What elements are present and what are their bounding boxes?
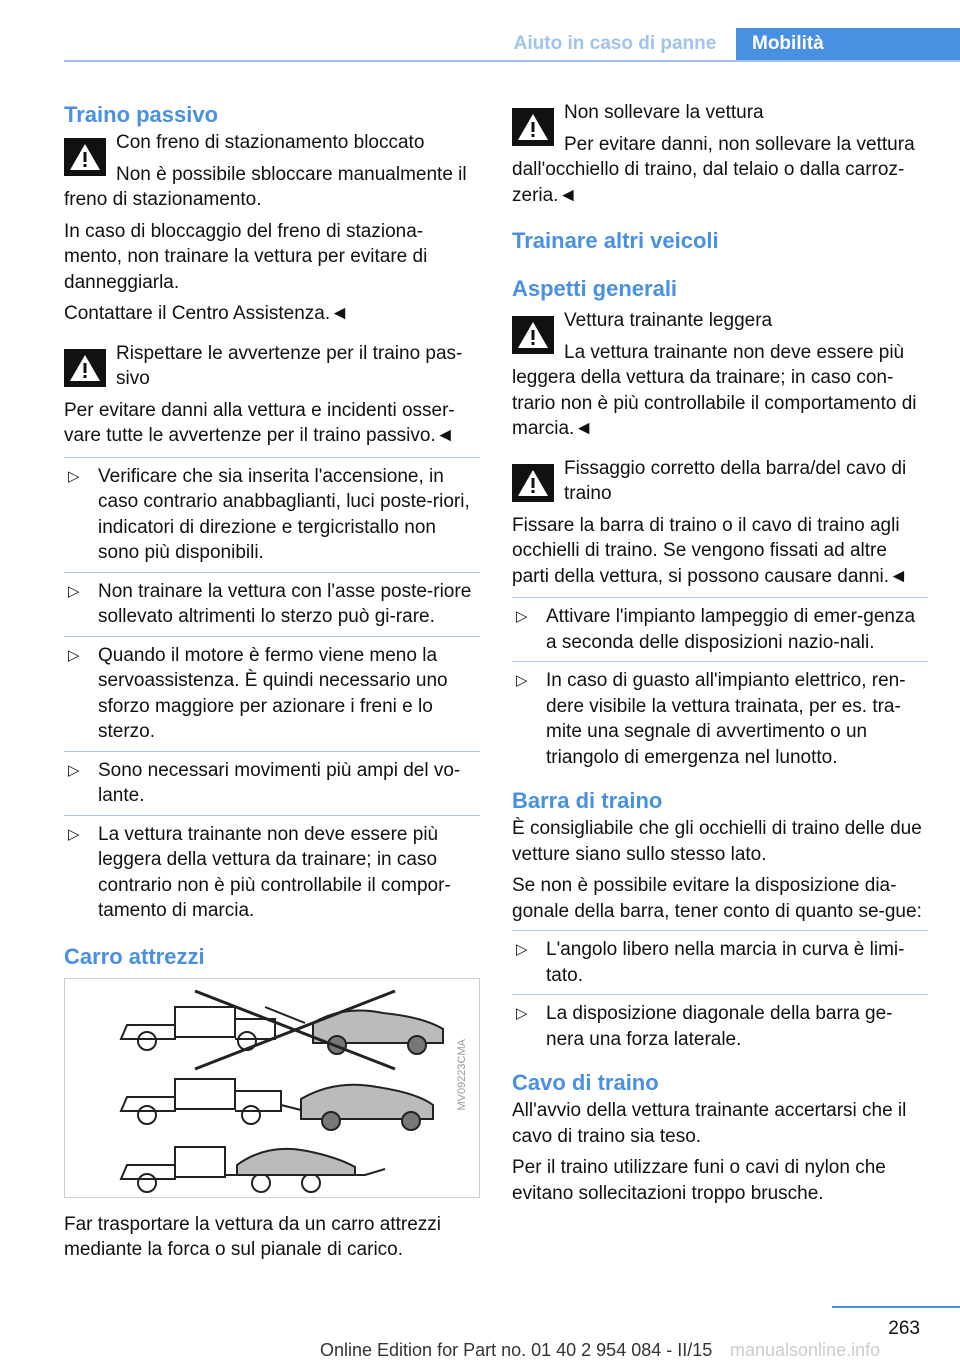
warning-triangle-icon <box>64 138 106 176</box>
triangle-bullet-icon: ▷ <box>68 646 80 664</box>
warning-block-avvertenze <box>64 341 480 449</box>
triangle-bullet-icon: ▷ <box>68 761 80 779</box>
warning-title: Vettura trainante leggera <box>564 310 773 331</box>
triangle-bullet-icon: ▷ <box>516 941 528 958</box>
watermark: manualsonline.info <box>730 1340 881 1360</box>
footer-rule <box>832 1306 960 1308</box>
triangle-bullet-icon: ▷ <box>68 825 80 843</box>
triangle-bullet-icon: ▷ <box>68 582 80 600</box>
triangle-bullet-icon: ▷ <box>516 608 528 625</box>
list-item: ▷ La disposizione diagonale della barra ge-nera una forza laterale. <box>512 994 928 1058</box>
heading-carro-attrezzi: Carro attrezzi <box>64 943 205 969</box>
heading-cavo-di-traino: Cavo di traino <box>512 1070 659 1095</box>
page-number: 263 <box>888 1318 920 1339</box>
list-item: ▷ In caso di guasto all'impianto elettrico, ren-dere visibile la vettura trainata, per es. tra-mite una segnale di avvertimento o un triangolo di emergenza nel lunotto. <box>512 661 928 776</box>
heading-barra-di-traino: Barra di traino <box>512 788 663 813</box>
heading-trainare-altri-veicoli: Trainare altri veicoli <box>512 228 719 253</box>
bullet-list <box>64 457 480 930</box>
warning-block-sollevare <box>512 100 928 208</box>
warning-triangle-icon <box>64 349 106 387</box>
warning-text: Per evitare danni alla vettura e incidenti osser-vare tutte le avvertenze per il traino passivo.◄ <box>64 399 455 446</box>
warning-triangle-icon <box>512 464 554 502</box>
right-column <box>512 100 928 1212</box>
warning-title: Con freno di stazionamento bloccato <box>116 132 425 153</box>
warning-text: Per evitare danni, non sollevare la vettura dall'occhiello di traino, dal telaio o dalla carroz-zeria.◄ <box>512 133 915 206</box>
warning-block-fissaggio <box>512 456 928 590</box>
list-item: ▷ Quando il motore è fermo viene meno la servoassistenza. È quindi necessario uno sforzo maggiore per azionare i freni e lo sterzo. <box>64 636 480 751</box>
header-section-title: Aiuto in caso di panne <box>513 33 717 54</box>
warning-title: Fissaggio corretto della barra/del cavo di traino <box>564 457 907 504</box>
list-item: ▷ Attivare l'impianto lampeggio di emer-genza a seconda delle disposizioni nazio-nali. <box>512 597 928 661</box>
warning-title: Rispettare le avvertenze per il traino pas-sivo <box>116 342 463 389</box>
list-item: ▷ L'angolo libero nella marcia in curva è limi-tato. <box>512 930 928 994</box>
triangle-bullet-icon: ▷ <box>68 467 80 485</box>
list-item: ▷ Non trainare la vettura con l'asse poste-riore sollevato altrimenti lo sterzo può gi-rare. <box>64 572 480 636</box>
paragraph: Per il traino utilizzare funi o cavi di nylon che evitano sollecitazioni troppo brusche. <box>512 1157 886 1204</box>
paragraph: Contattare il Centro Assistenza.◄ <box>64 303 349 324</box>
heading-aspetti-generali: Aspetti generali <box>512 276 678 301</box>
tow-truck-drawing <box>65 979 481 1199</box>
warning-text: Fissare la barra di traino o il cavo di traino agli occhielli di traino. Se vengono fissati ad altre parti della vettura, si possono causare danni.◄ <box>512 514 908 587</box>
warning-triangle-icon <box>512 108 554 146</box>
header-rule <box>64 60 960 62</box>
triangle-bullet-icon: ▷ <box>516 1005 528 1022</box>
list-item: ▷ Verificare che sia inserita l'accensione, in caso contrario anabbaglianti, luci poste-riori, indicatori di direzione e tergicristallo non sono più disponibili. <box>64 457 480 572</box>
figure-code: MV09223CMA <box>455 1038 468 1111</box>
triangle-bullet-icon: ▷ <box>516 672 528 689</box>
online-edition-text: Online Edition for Part no. 01 40 2 954 084 - II/15 <box>320 1340 713 1360</box>
paragraph: All'avvio della vettura trainante accertarsi che il cavo di traino sia teso. <box>512 1100 907 1147</box>
heading-traino-passivo: Traino passivo <box>64 102 219 127</box>
warning-block-leggera <box>512 308 928 442</box>
warning-text: La vettura trainante non deve essere più leggera della vettura da trainare; in caso con-trario non è più controllabile il comportamento di marcia.◄ <box>512 341 917 439</box>
tow-truck-illustration <box>64 978 480 1198</box>
paragraph: È consigliabile che gli occhielli di traino delle due vetture siano sullo stesso lato. <box>512 818 922 865</box>
warning-text: Non è possibile sbloccare manualmente il freno di stazionamento. <box>64 163 467 210</box>
figure-caption: Far trasportare la vettura da un carro attrezzi mediante la forca o sul pianale di carico. <box>64 1213 441 1260</box>
warning-block-freno <box>64 130 480 327</box>
warning-triangle-icon <box>512 316 554 354</box>
warning-title: Non sollevare la vettura <box>564 102 764 123</box>
list-item: ▷ Sono necessari movimenti più ampi del vo-lante. <box>64 751 480 815</box>
paragraph: In caso di bloccaggio del freno di staziona-mento, non trainare la vettura per evitare di danneggiarla. <box>64 220 428 293</box>
bullet-list <box>512 597 928 776</box>
left-column <box>64 100 480 1269</box>
bullet-list <box>512 930 928 1058</box>
list-item: ▷ La vettura trainante non deve essere più leggera della vettura da trainare; in caso contrario non è più controllabile il compor-tamento di marcia. <box>64 815 480 930</box>
paragraph: Se non è possibile evitare la disposizione dia-gonale della barra, tener conto di quanto se-gue: <box>512 875 922 922</box>
header-chapter-tab[interactable]: Mobilità <box>736 28 960 60</box>
